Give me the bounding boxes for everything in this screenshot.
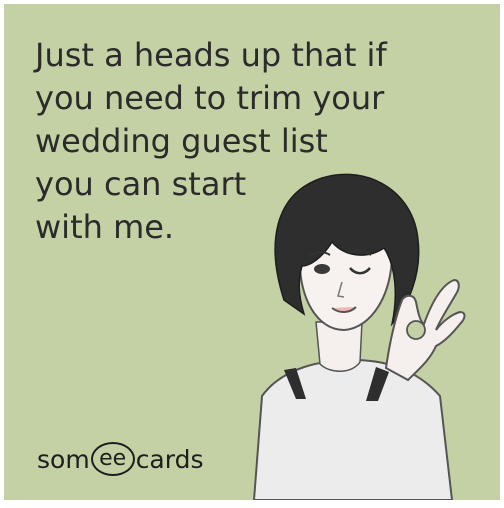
ecard [4,4,500,500]
winking-woman-illustration [4,4,500,500]
logo-text-prefix: som [37,444,90,474]
logo-ee-circle: ee [91,442,135,476]
someecards-logo [37,442,204,476]
eye-open [314,264,330,274]
message-line: you need to trim your [35,79,385,117]
message-line: wedding guest list [35,122,328,160]
message-line: you can start [35,165,247,203]
message-line: with me. [35,208,175,246]
woman-top [254,360,452,500]
logo-text-suffix: cards [135,444,204,474]
ok-hand-loop [407,321,425,339]
message-line: Just a heads up that if [35,36,387,74]
